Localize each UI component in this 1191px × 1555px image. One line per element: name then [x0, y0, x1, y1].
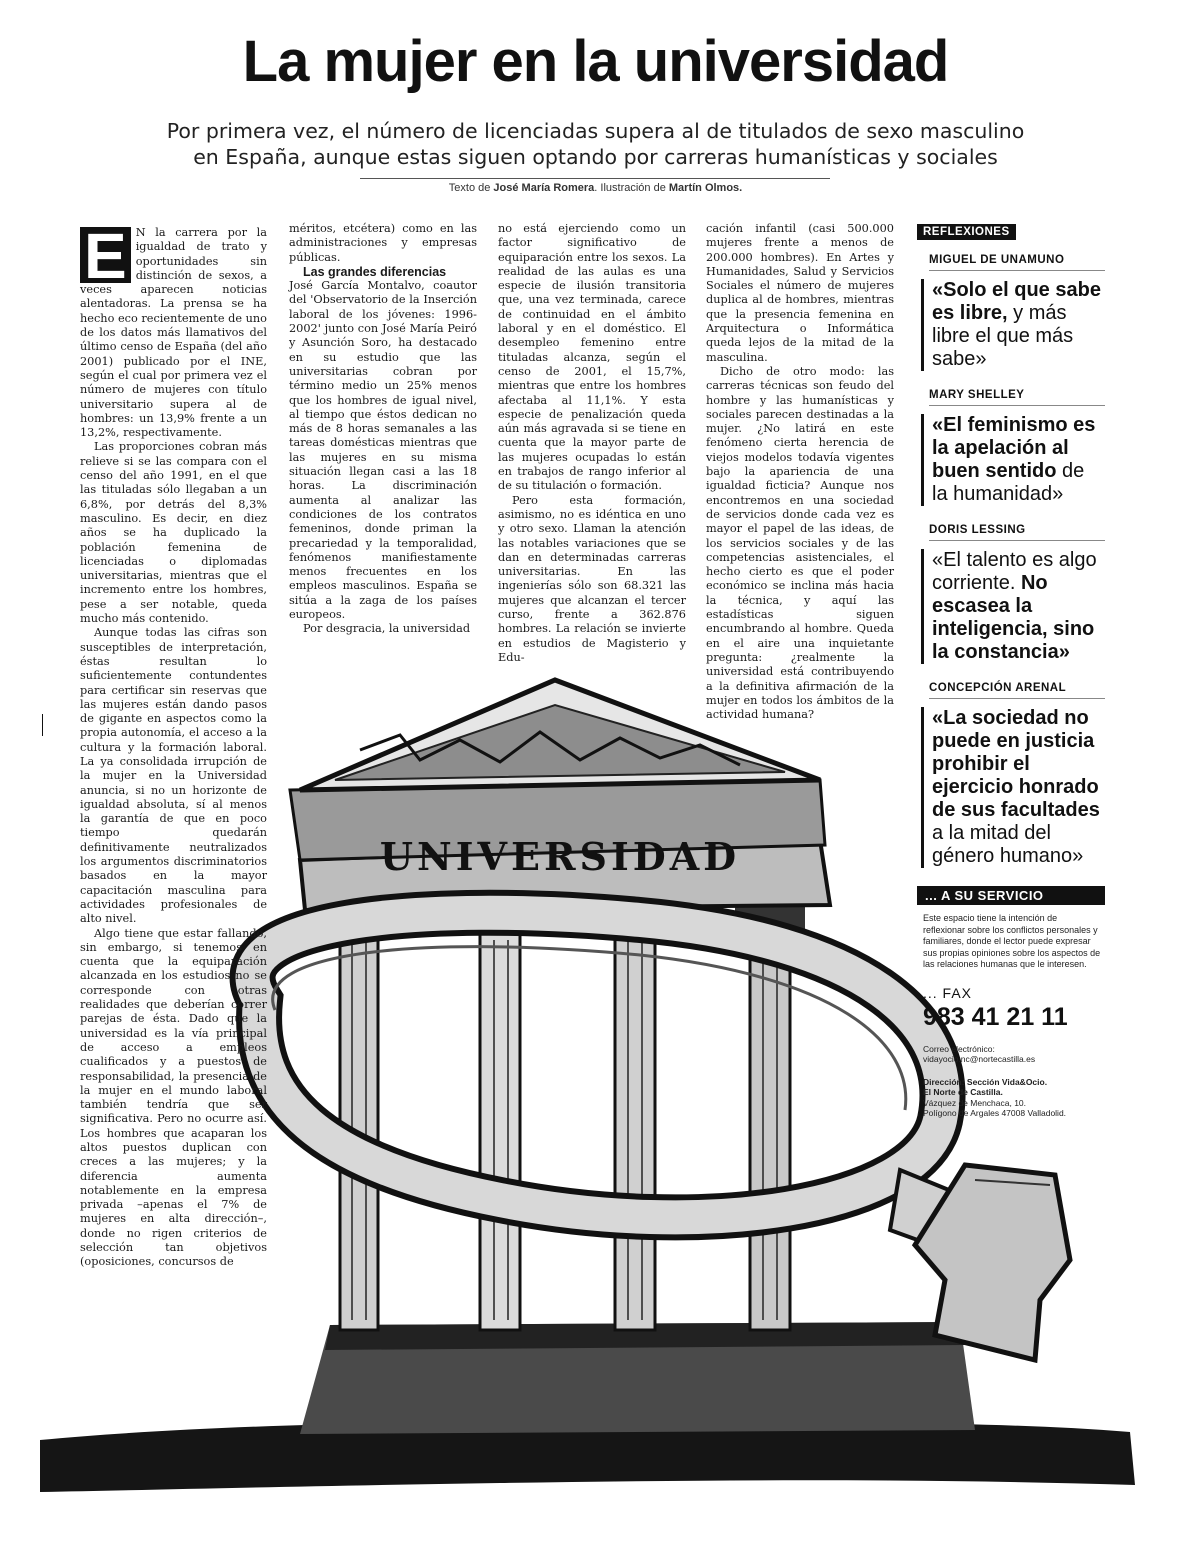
paragraph-1 [80, 220, 267, 440]
quote-author-1: MIGUEL DE UNAMUNO [929, 254, 1105, 271]
body-column-3 [498, 222, 686, 665]
section-subhead: Las grandes diferencias [303, 264, 447, 279]
quote-4-light: a la mitad del género humano» [932, 822, 1084, 867]
subtitle-line-1: Por primera vez, el número de licenciadas supera al de titulados de sexo masculino [166, 119, 1025, 143]
quote-author-2: MARY SHELLEY [929, 389, 1105, 406]
email-block [923, 1044, 1105, 1065]
paragraph-10: cación infantil (casi 500.000 mujeres frente a menos de 200.000 hombres). En Artes y Humanidades, Salud y Servicios Sociales el número de mujeres duplica al de hombres, mientras que la presencia femenina en Arquitectura o Informática queda lejos de la mitad de la masculina. [706, 222, 894, 364]
quote-2-bold: «El feminismo es la apelación al buen sentido [932, 414, 1096, 482]
quote-1-light: y más libre el que más sabe» [932, 302, 1074, 370]
body-column-2 [289, 222, 477, 637]
address-label: Dirección: Sección Vida&Ocio. [923, 1076, 1048, 1087]
servicio-tag: ... A SU SERVICIO [917, 886, 1105, 905]
address-line-3: Vázquez de Menchaca, 10. [923, 1097, 1027, 1108]
paragraph-3: Aunque todas las cifras son susceptibles de interpretación, éstas resultan lo suficientemente contundentes para certificar sin reservas que las mujeres están dando pasos de gigante en aspectos como la propia autonomía, el acceso a la cultura y la formación laboral. La ya consolidada irrupción de la mujer en la Universidad anuncia, si no un horizonte de igualdad absoluta, sí al menos la garantía de que en poco tiempo quedarán definitivamente neutralizados los argumentos discriminatorios basados en la mayor capacitación masculina para actividades profesionales de alto nivel. [80, 626, 267, 926]
quote-4 [921, 707, 1105, 868]
byline-prefix: Texto de [448, 182, 494, 194]
subtitle-line-2: en España, aunque estas siguen optando por carreras humanísticas y sociales [193, 145, 998, 169]
byline-middle: . Ilustración de [594, 182, 669, 194]
paragraph-4: Algo tiene que estar fallando, sin embargo, si tenemos en cuenta que la equiparación alcanzada en los estudios no se corresponde con otras realidades que deberían correr parejas de ésta. Dado que la universidad es la vía principal de acceso a empleos cualificados y a puestos de responsabilidad, la presencia de la mujer en el mundo laboral también tendría que ser significativa. Pero no ocurre así. Los hombres que acaparan los altos puestos duplican con creces a las mujeres; y la diferencia aumenta notablemente en la empresa privada –apenas el 7% de mujeres en alta dirección–, donde no rigen criterios de selección tan objetivos (oposiciones, concursos de [80, 926, 267, 1269]
quote-block-3 [917, 524, 1105, 664]
pediment-text: UNIVERSIDAD [379, 834, 741, 879]
quote-block-2 [917, 389, 1105, 506]
paragraph-11: Dicho de otro modo: las carreras técnicas son feudo del hombre y las humanísticas y sociales parecen destinadas a la mujer. ¿No latirá en este fenómeno cierta herencia de viejos modelos todavía vigentes bajo la apariencia de una igualdad ficticia? Aunque nos encontremos en una sociedad de servicios donde cada vez es mayor el papel de las ideas, de los servicios sociales y de las competencias asistenciales, el hecho cierto es que el poder económico se inclina más hacia la técnica, y aquí las estadísticas siguen encumbrando al hombre. Queda en el aire una inquietante pregunta: ¿realmente la universidad está contribuyendo a la definitiva afirmación de la mujer en todos los ámbitos de la actividad humana? [706, 364, 894, 722]
article-subtitle [120, 118, 1071, 170]
paragraph-1-text: N la carrera por la igualdad de trato y oportunidades sin distinción de sexos, a veces aparecen noticias alentadoras. La prensa se ha hecho eco recientemente de uno de los datos más llamativos del último censo de España (del año 2001) publicado por el INE, según el cual por primera vez el número de mujeres con título universitario supera al de hombres: un 13,9% frente a un 13,2%, respectivamente. [80, 226, 267, 440]
byline-rule-left [360, 178, 830, 179]
servicio-description: Este espacio tiene la intención de reflexionar sobre los conflictos personales y familiares, donde el lector puede expresar sus propias opiniones sobre los aspectos de las relaciones humanas que le interesen. [923, 913, 1101, 969]
byline-illustrator: Martín Olmos. [668, 182, 743, 194]
quote-2-light: de la humanidad» [932, 460, 1085, 505]
paragraph-7: Por desgracia, la universidad [303, 622, 471, 636]
paragraph-5: méritos, etcétera) como en las administraciones y empresas públicas. [289, 222, 477, 264]
quote-2 [921, 414, 1105, 506]
paragraph-8: no está ejerciendo como un factor significativo de equiparación entre los sexos. La realidad de las aulas es una especie de ilusión transitoria que, una vez terminada, carece de continuidad en el ámbito laboral y en el doméstico. El desempleo femenino entre tituladas alcanza, según el censo de 2001, el 15,7%, mientras que entre los hombres afectaba al 11,1%. Y esta especie de penalización queda aún más agravada si se tiene en cuenta que la mayor parte de las mujeres ocupadas lo están en trabajos de rango inferior al de su titulación o formación. [498, 222, 686, 493]
email-value: vidayocio.nc@nortecastilla.es [923, 1054, 1036, 1064]
byline-author: José María Romera [493, 182, 595, 194]
email-label: Correo electrónico: [923, 1043, 995, 1054]
byline [0, 182, 1191, 194]
paragraph-6: José García Montalvo, coautor del 'Observatorio de la Inserción laboral de los jóvenes: 1996-2002' junto con José María Peiró y Asunción Soro, ha destacado en su estudio que las universitarias cobran por término medio un 25% menos que los hombres de igual nivel, al tiempo que éstos dedican no más de 8 horas semanales a las tareas domésticas mientras que las mujeres en su misma situación llegan casi a las 18 horas. La discriminación aumenta al analizar las condiciones de los contratos femeninos, donde priman la precariedad y la temporalidad, fenómenos manifiestamente menos frecuentes en los empleos masculinos. España se sitúa a la zaga de los países europeos. [289, 279, 477, 622]
sidebar-reflexiones [917, 222, 1105, 1119]
paragraph-2: Las proporciones cobran más relieve si se las compara con el censo del año 1991, en el que las tituladas sólo llegaban a un 6,8%, por detrás del 8,3% masculino. Es decir, en diez años se ha duplicado la población femenina de licenciadas o diplomadas universitarias, mientras que el incremento entre los hombres, pese a ser notable, queda mucho más contenido. [80, 440, 267, 626]
fax-label: ... FAX [923, 984, 973, 1001]
dropcap: E [80, 227, 131, 283]
quote-3-pre: «El talento es algo corriente. [932, 549, 1097, 594]
quote-4-bold: «La sociedad no puede en justicia prohibir el ejercicio honrado de sus facultades [932, 707, 1100, 821]
quote-block-1 [917, 254, 1105, 371]
quote-author-4: CONCEPCIÓN ARENAL [929, 682, 1105, 699]
margin-mark [42, 714, 43, 736]
body-column-1 [80, 220, 267, 1270]
quote-1 [921, 279, 1105, 371]
reflexiones-tag: REFLEXIONES [917, 224, 1016, 240]
fax-number: 983 41 21 11 [923, 1002, 1068, 1031]
article-title: La mujer en la universidad [242, 29, 949, 94]
quote-1-bold: «Solo el que sabe es libre, [932, 279, 1101, 324]
quote-3 [921, 549, 1105, 664]
quote-author-3: DORIS LESSING [929, 524, 1105, 541]
address-line-2: El Norte de Castilla. [923, 1087, 1003, 1097]
paragraph-9: Pero esta formación, asimismo, no es idéntica en uno y otro sexo. Llaman la atención las notables variaciones que se dan en determinadas carreras universitarias. En las ingenierías sólo son 68.321 las mujeres que alcanzan el tercer curso, frente a 362.876 hombres. La relación se invierte en estudios de Magisterio y Edu- [498, 493, 686, 664]
address-line-4: Polígono de Argales 47008 Valladolid. [923, 1108, 1067, 1118]
quote-3-bold: No escasea la inteligencia, sino la constancia» [932, 572, 1095, 663]
address-block [923, 1077, 1105, 1119]
quote-block-4 [917, 682, 1105, 868]
body-column-4 [706, 222, 894, 722]
